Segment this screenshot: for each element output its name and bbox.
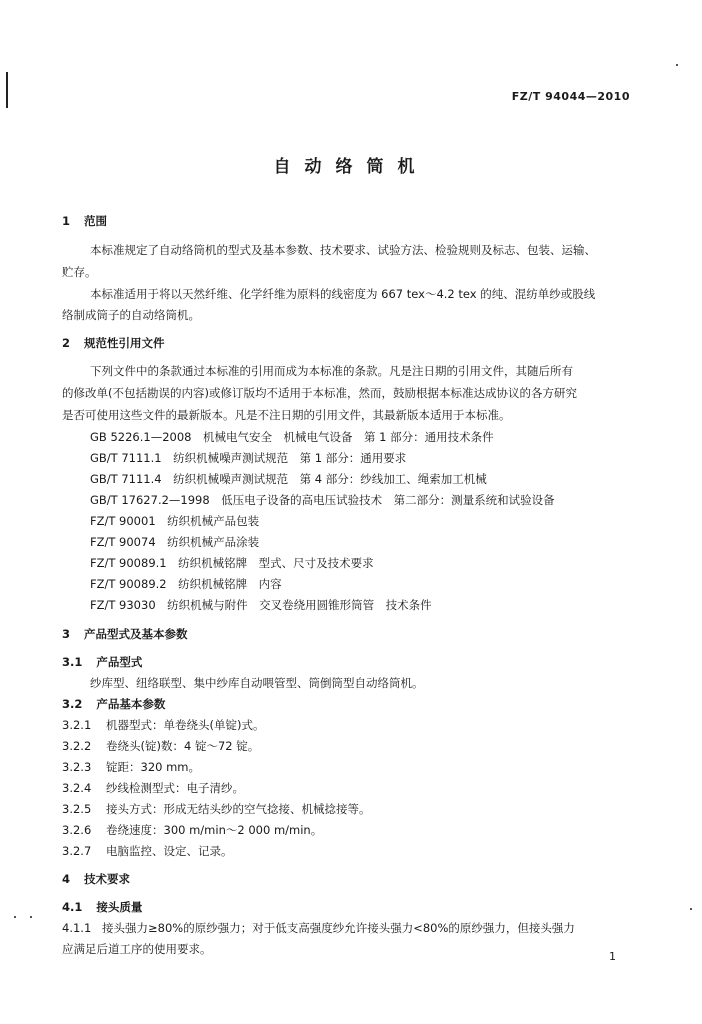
section-number: 4: [62, 872, 71, 886]
param-text: 电脑监控、设定、记录。: [106, 844, 233, 858]
param-number: 3.2.4: [62, 781, 92, 795]
scan-speck: [14, 916, 16, 918]
section-title: 技术要求: [84, 872, 131, 886]
param-item: [62, 760, 200, 774]
reference-item: FZ/T 93030 纺织机械与附件 交叉卷绕用圆锥形筒管 技术条件: [90, 598, 432, 612]
param-item: [62, 781, 244, 795]
param-number: 3.2.6: [62, 823, 92, 837]
subsection-3-1-heading: [62, 655, 142, 669]
param-text: 纱线检测型式：电子清纱。: [106, 781, 244, 795]
reference-item: GB 5226.1—2008 机械电气安全 机械电气设备 第 1 部分：通用技术条件: [90, 430, 494, 444]
param-text: 接头方式：形成无结头纱的空气捻接、机械捻接等。: [106, 802, 371, 816]
subsection-title: 产品基本参数: [96, 697, 166, 711]
subsection-title: 产品型式: [96, 655, 143, 669]
paragraph-line: 本标准规定了自动络筒机的型式及基本参数、技术要求、试验方法、检验规则及标志、包装、运输、: [90, 243, 596, 257]
param-number: 3.2.3: [62, 760, 92, 774]
reference-item: FZ/T 90089.1 纺织机械铭牌 型式、尺寸及技术要求: [90, 556, 374, 570]
scan-edge-mark: [6, 72, 8, 108]
paragraph-line: 应满足后道工序的使用要求。: [62, 942, 212, 956]
paragraph-line: 的修改单(不包括勘误的内容)或修订版均不适用于本标准，然而，鼓励根据本标准达成协议的各方研究: [62, 386, 577, 400]
paragraph-line: [62, 921, 575, 935]
paragraph-line: 络制成筒子的自动络筒机。: [62, 308, 200, 322]
section-title: 规范性引用文件: [84, 336, 165, 350]
section-title: 产品型式及基本参数: [84, 627, 188, 641]
param-text: 锭距：320 mm。: [106, 760, 201, 774]
param-text: 卷绕头(锭)数：4 锭～72 锭。: [106, 739, 260, 753]
reference-item: FZ/T 90089.2 纺织机械铭牌 内容: [90, 577, 282, 591]
subsection-number: 4.1: [62, 900, 83, 914]
param-text: 卷绕速度：300 m/min～2 000 m/min。: [106, 823, 323, 837]
param-item: [62, 802, 371, 816]
section-3-heading: [62, 627, 188, 641]
param-number: 3.2.7: [62, 844, 92, 858]
section-title: 范围: [84, 214, 108, 228]
scan-speck: [676, 64, 678, 66]
subsection-3-2-heading: [62, 697, 165, 711]
section-number: 3: [62, 627, 71, 641]
paragraph-line: 是否可使用这些文件的最新版本。凡是不注日期的引用文件，其最新版本适用于本标准。: [62, 408, 511, 422]
scan-speck: [690, 908, 692, 910]
reference-item: FZ/T 90001 纺织机械产品包装: [90, 514, 260, 528]
section-number: 1: [62, 214, 71, 228]
param-item: [62, 844, 233, 858]
section-number: 2: [62, 336, 71, 350]
param-text: 机器型式：单卷绕头(单锭)式。: [106, 718, 265, 732]
paragraph-line: 纱库型、纽络联型、集中纱库自动喂管型、筒倒筒型自动络筒机。: [90, 676, 424, 690]
page-number: 1: [609, 950, 616, 963]
paragraph-line: 贮存。: [62, 265, 97, 279]
subsection-title: 接头质量: [96, 900, 143, 914]
subsection-number: 4.1.1: [62, 921, 92, 935]
param-number: 3.2.5: [62, 802, 92, 816]
paragraph-text: 接头强力≥80%的原纱强力；对于低支高强度纱允许接头强力<80%的原纱强力，但接头强力: [102, 921, 575, 935]
reference-item: GB/T 7111.4 纺织机械噪声测试规范 第 4 部分：纱线加工、绳索加工机械: [90, 472, 487, 486]
section-4-heading: [62, 872, 130, 886]
paragraph-line: 下列文件中的条款通过本标准的引用而成为本标准的条款。凡是注日期的引用文件，其随后所有: [90, 364, 573, 378]
param-number: 3.2.2: [62, 739, 92, 753]
reference-item: GB/T 7111.1 纺织机械噪声测试规范 第 1 部分：通用要求: [90, 451, 407, 465]
reference-item: GB/T 17627.2—1998 低压电子设备的高电压试验技术 第二部分：测量系统和试验设备: [90, 493, 555, 507]
reference-item: FZ/T 90074 纺织机械产品涂装: [90, 535, 260, 549]
subsection-4-1-heading: [62, 900, 142, 914]
subsection-number: 3.1: [62, 655, 83, 669]
section-1-heading: [62, 214, 107, 228]
standard-code: FZ/T 94044—2010: [511, 90, 630, 103]
param-item: [62, 823, 322, 837]
param-number: 3.2.1: [62, 718, 92, 732]
param-item: [62, 718, 264, 732]
param-item: [62, 739, 259, 753]
paragraph-line: 本标准适用于将以天然纤维、化学纤维为原料的线密度为 667 tex～4.2 tex 的纯、混纺单纱或股线: [90, 287, 596, 301]
scan-speck: [30, 916, 32, 918]
section-2-heading: [62, 336, 165, 350]
document-title: 自动络筒机: [273, 157, 429, 177]
subsection-number: 3.2: [62, 697, 83, 711]
